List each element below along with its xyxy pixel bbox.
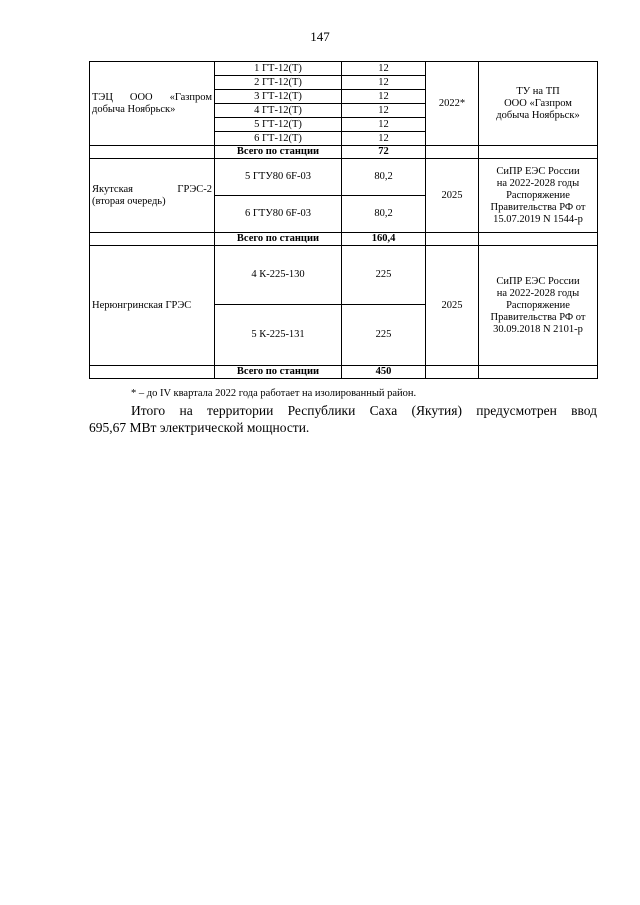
- summary-paragraph: [89, 402, 597, 436]
- unit-power: 225: [342, 305, 426, 366]
- unit-name: 4 ГТ-12(Т): [215, 104, 342, 118]
- unit-name: 2 ГТ-12(Т): [215, 76, 342, 90]
- station-total-row: [90, 366, 598, 379]
- summary-line-2: 695,67 МВт электрической мощности.: [89, 420, 310, 435]
- unit-power: 12: [342, 76, 426, 90]
- unit-name: 3 ГТ-12(Т): [215, 90, 342, 104]
- total-label: Всего по станции: [215, 146, 342, 159]
- basis-document: ТУ на ТП ООО «Газпром добыча Ноябрьск»: [479, 62, 598, 146]
- station-name-line2: (вторая очередь): [92, 195, 166, 207]
- station-name-line1: Якутская ГРЭС-2: [92, 183, 212, 195]
- total-value: 450: [342, 366, 426, 379]
- station-name-line2: добыча Ноябрьск»: [92, 103, 176, 115]
- unit-power: 12: [342, 118, 426, 132]
- table-row: [90, 159, 598, 196]
- footnote: * – до IV квартала 2022 года работает на изолированный район.: [131, 388, 417, 399]
- unit-power: 12: [342, 90, 426, 104]
- basis-document: СиПР ЕЭС России на 2022-2028 годы Распоряжение Правительства РФ от 15.07.2019 N 1544-р: [479, 159, 598, 233]
- unit-name: 6 ГТУ80 6F-03: [215, 196, 342, 233]
- table-row: [90, 246, 598, 305]
- commissioning-year: 2022*: [426, 62, 479, 146]
- basis-document: СиПР ЕЭС России на 2022-2028 годы Распоряжение Правительства РФ от 30.09.2018 N 2101-р: [479, 246, 598, 366]
- station-name-cell: Нерюнгринская ГРЭС: [90, 246, 215, 366]
- page-number: 147: [310, 29, 330, 44]
- station-name-line1: ТЭЦ ООО «Газпром: [92, 91, 212, 103]
- generation-plan-table: [89, 61, 598, 379]
- summary-line-1: Итого на территории Республики Саха (Якутия) предусмотрен ввод: [131, 403, 597, 418]
- total-value: 72: [342, 146, 426, 159]
- total-label: Всего по станции: [215, 366, 342, 379]
- station-name-cell: [90, 62, 215, 146]
- unit-power: 12: [342, 132, 426, 146]
- station-name-cell: [90, 159, 215, 233]
- unit-name: 1 ГТ-12(Т): [215, 62, 342, 76]
- unit-power: 80,2: [342, 159, 426, 196]
- station-total-row: [90, 146, 598, 159]
- unit-power: 225: [342, 246, 426, 305]
- unit-power: 12: [342, 62, 426, 76]
- unit-name: 5 ГТ-12(Т): [215, 118, 342, 132]
- unit-name: 5 ГТУ80 6F-03: [215, 159, 342, 196]
- total-label: Всего по станции: [215, 233, 342, 246]
- unit-power: 12: [342, 104, 426, 118]
- unit-power: 80,2: [342, 196, 426, 233]
- unit-name: 6 ГТ-12(Т): [215, 132, 342, 146]
- commissioning-year: 2025: [426, 246, 479, 366]
- table-row: [90, 62, 598, 76]
- commissioning-year: 2025: [426, 159, 479, 233]
- unit-name: 5 К-225-131: [215, 305, 342, 366]
- unit-name: 4 К-225-130: [215, 246, 342, 305]
- total-value: 160,4: [342, 233, 426, 246]
- station-total-row: [90, 233, 598, 246]
